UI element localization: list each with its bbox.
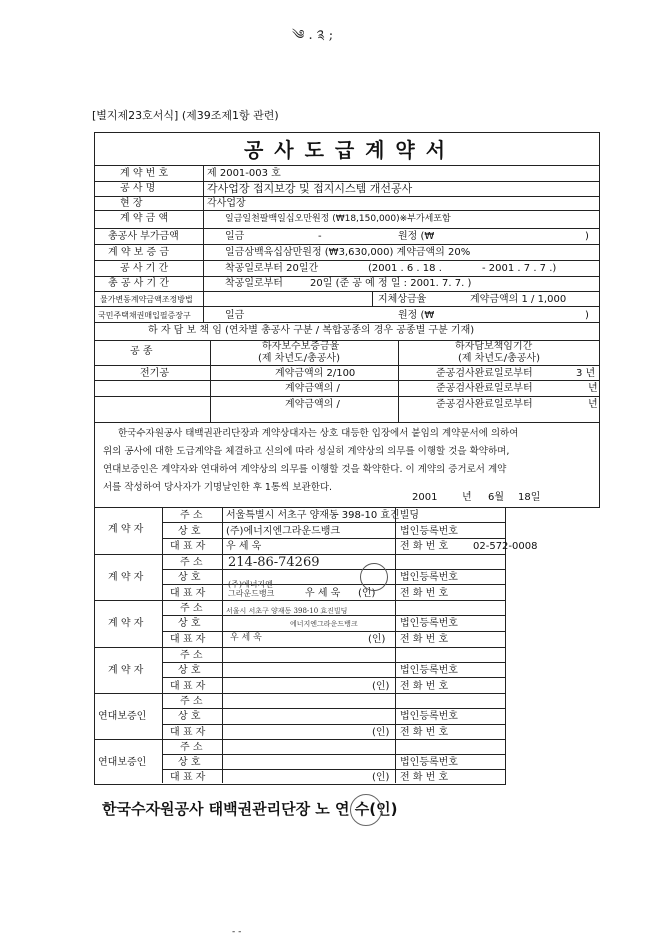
party-2-rep: 우 세 욱 <box>305 588 341 599</box>
period-label: 공 사 기 간 <box>120 263 169 274</box>
amount-label: 계 약 금 액 <box>120 213 169 224</box>
party-4-seal: (인) <box>372 681 390 692</box>
party-6-addr-label: 주 소 <box>180 742 203 753</box>
vat-value-b: - <box>318 231 322 242</box>
party-2-seal: (인) <box>358 588 376 599</box>
period-value-c: - 2001 . 7 . 7 .) <box>482 263 557 274</box>
body-line-1: 한국수자원공사 태백권관리단장과 계약상대자는 상호 대등한 입장에서 붙임의 계약문서에 의하여 <box>118 428 519 439</box>
total-period-value-b: 20일 (준 공 예 정 일 : 2001. 7. 7. ) <box>310 278 472 289</box>
warranty-row-3-years: 년 <box>588 399 598 410</box>
party-1-reg-label: 법인등록번호 <box>400 526 458 537</box>
late-penalty-label: 지체상금율 <box>378 294 427 305</box>
deposit-value: 일금삼백육십삼만원정 (₩3,630,000) 계약금액의 20% <box>225 247 471 258</box>
total-period-label: 총 공 사 기 간 <box>108 278 170 289</box>
warranty-col-rate-sub: (제 차년도/총공사) <box>258 353 340 364</box>
page-title: 공 사 도 급 계 약 서 <box>244 138 448 162</box>
vat-value-c: 원정 (₩ <box>398 231 435 242</box>
warranty-row-1-years: 3 년 <box>576 368 596 379</box>
party-1-addr: 서울특별시 서초구 양재동 398-10 효진빌딩 <box>226 510 420 521</box>
top-handwritten-mark: ༄ . ༉ ; <box>292 28 334 43</box>
party-6-rep-label: 대 표 자 <box>170 772 206 783</box>
vat-value-a: 일금 <box>225 231 245 242</box>
party-5-rep-label: 대 표 자 <box>170 727 206 738</box>
warranty-col-period: 하자담보책임기간 <box>455 341 533 352</box>
deposit-label: 계 약 보 증 금 <box>108 247 170 258</box>
warranty-row-2-years: 년 <box>588 383 598 394</box>
work-name-label: 공 사 명 <box>120 183 156 194</box>
party-5-tel-label: 전 화 번 호 <box>400 727 449 738</box>
work-name-value: 각사업장 접지보강 및 접지시스템 개선공사 <box>207 182 413 195</box>
party-1-firm-label: 상 호 <box>178 526 201 537</box>
party-6-seal: (인) <box>372 772 390 783</box>
party-2-seal-stamp <box>360 563 388 591</box>
party-5-addr-label: 주 소 <box>180 696 203 707</box>
party-3-reg-label: 법인등록번호 <box>400 618 458 629</box>
party-3-rep: 우 세 욱 <box>230 633 262 643</box>
party-4-tel-label: 전 화 번 호 <box>400 681 449 692</box>
warranty-header: 하 자 담 보 책 임 (연차별 총공사 구분 / 복합공종의 경우 공종별 구분 기재) <box>148 325 475 336</box>
bond-value-b: 원정 (₩ <box>398 310 435 321</box>
party-4-reg-label: 법인등록번호 <box>400 665 458 676</box>
party-6-reg-label: 법인등록번호 <box>400 757 458 768</box>
body-line-3: 연대보증인은 계약자와 연대하여 계약상의 의무를 이행할 것을 확약한다. 이 계약의 증거로서 계약 <box>103 464 507 475</box>
vat-value-d: ) <box>585 231 589 242</box>
party-3-role: 계 약 자 <box>108 618 144 629</box>
date-month: 6월 <box>488 492 505 503</box>
warranty-row-3-rate: 계약금액의 / <box>285 399 340 410</box>
party-1-tel-label: 전 화 번 호 <box>400 541 449 552</box>
party-1-role: 계 약 자 <box>108 524 144 535</box>
party-6-role: 연대보증인 <box>98 757 147 768</box>
party-3-firm-label: 상 호 <box>178 618 201 629</box>
party-4-addr-label: 주 소 <box>180 650 203 661</box>
date-day: 18일 <box>518 492 541 503</box>
party-3-tel-label: 전 화 번 호 <box>400 634 449 645</box>
party-5-role: 연대보증인 <box>98 711 147 722</box>
late-penalty-value: 계약금액의 1 / 1,000 <box>470 294 567 305</box>
signature-seal <box>350 794 382 826</box>
party-1-rep-label: 대 표 자 <box>170 541 206 552</box>
date-year: 2001 <box>412 492 438 503</box>
party-3-seal: (인) <box>368 634 386 645</box>
party-1-tel: 02-572-0008 <box>473 541 538 552</box>
total-period-value-a: 착공일로부터 <box>225 278 283 289</box>
party-2-addr: 214-86-74269 <box>228 555 320 570</box>
period-value-b: (2001 . 6 . 18 . <box>368 263 442 274</box>
party-1-rep: 우 세 욱 <box>226 541 262 552</box>
date-year-unit: 년 <box>462 492 472 503</box>
party-2-reg-label: 법인등록번호 <box>400 572 458 583</box>
party-2-role: 계 약 자 <box>108 572 144 583</box>
body-line-2: 위의 공사에 대한 도급계약을 체결하고 신의에 따라 성실히 계약상의 의무를 이행할 것을 확약하며, <box>103 446 510 457</box>
vat-label: 총공사 부가금액 <box>108 231 179 242</box>
body-line-4: 서를 작성하여 당사자가 기명날인한 후 1통씩 보관한다. <box>103 482 333 493</box>
party-4-firm-label: 상 호 <box>178 665 201 676</box>
warranty-col-rate: 하자보수보증금율 <box>262 341 340 352</box>
party-3-firm: 에너지엔그라운드뱅크 <box>290 620 358 628</box>
amount-value: 일금일천팔백일십오만원정 (₩18,150,000)※부가세포함 <box>225 214 451 224</box>
party-5-firm-label: 상 호 <box>178 711 201 722</box>
party-2-rep-label: 대 표 자 <box>170 588 206 599</box>
warranty-row-2-period: 준공검사완료일로부터 <box>436 383 533 394</box>
site-label: 현 장 <box>120 198 143 209</box>
party-1-firm: (주)에너지엔그라운드뱅크 <box>226 526 341 537</box>
warranty-row-3-period: 준공검사완료일로부터 <box>436 399 533 410</box>
bond-label: 국민주택채권매입필증장구 <box>98 311 191 320</box>
party-5-seal: (인) <box>372 727 390 738</box>
party-2-firm-label: 상 호 <box>178 572 201 583</box>
bond-value-c: ) <box>585 310 589 321</box>
bond-value-a: 일금 <box>225 310 245 321</box>
party-2-firm: (주)에너지엔 그라운드뱅크 <box>228 580 275 598</box>
warranty-col-period-sub: (제 차년도/총공사) <box>458 353 540 364</box>
party-6-tel-label: 전 화 번 호 <box>400 772 449 783</box>
party-3-addr: 서울시 서초구 양재동 398-10 효진빌딩 <box>226 607 348 615</box>
contract-no-label: 계 약 번 호 <box>120 168 169 179</box>
party-1-addr-label: 주 소 <box>180 510 203 521</box>
party-5-reg-label: 법인등록번호 <box>400 711 458 722</box>
party-2-addr-label: 주 소 <box>180 557 203 568</box>
warranty-row-1-period: 준공검사완료일로부터 <box>436 368 533 379</box>
escalation-label: 물가변동계약금액조정방법 <box>100 295 193 304</box>
party-2-tel-label: 전 화 번 호 <box>400 588 449 599</box>
contract-no-value: 제 2001-003 호 <box>207 168 281 179</box>
warranty-row-2-rate: 계약금액의 / <box>285 383 340 394</box>
party-6-firm-label: 상 호 <box>178 757 201 768</box>
party-3-addr-label: 주 소 <box>180 603 203 614</box>
party-4-role: 계 약 자 <box>108 665 144 676</box>
party-4-rep-label: 대 표 자 <box>170 681 206 692</box>
signature-line: 한국수자원공사 태백권관리단장 노 연 수(인) <box>102 800 398 818</box>
period-value-a: 착공일로부터 20일간 <box>225 263 319 274</box>
site-value: 각사업장 <box>207 198 246 209</box>
warranty-row-1-rate: 계약금액의 2/100 <box>275 368 356 379</box>
form-reference: [별지제23호서식] (제39조제1항 관련) <box>92 109 279 122</box>
party-3-rep-label: 대 표 자 <box>170 634 206 645</box>
warranty-col-trade: 공 종 <box>130 346 153 357</box>
warranty-row-1-trade: 전기공 <box>140 368 169 379</box>
footer-mark: - - <box>232 927 242 937</box>
